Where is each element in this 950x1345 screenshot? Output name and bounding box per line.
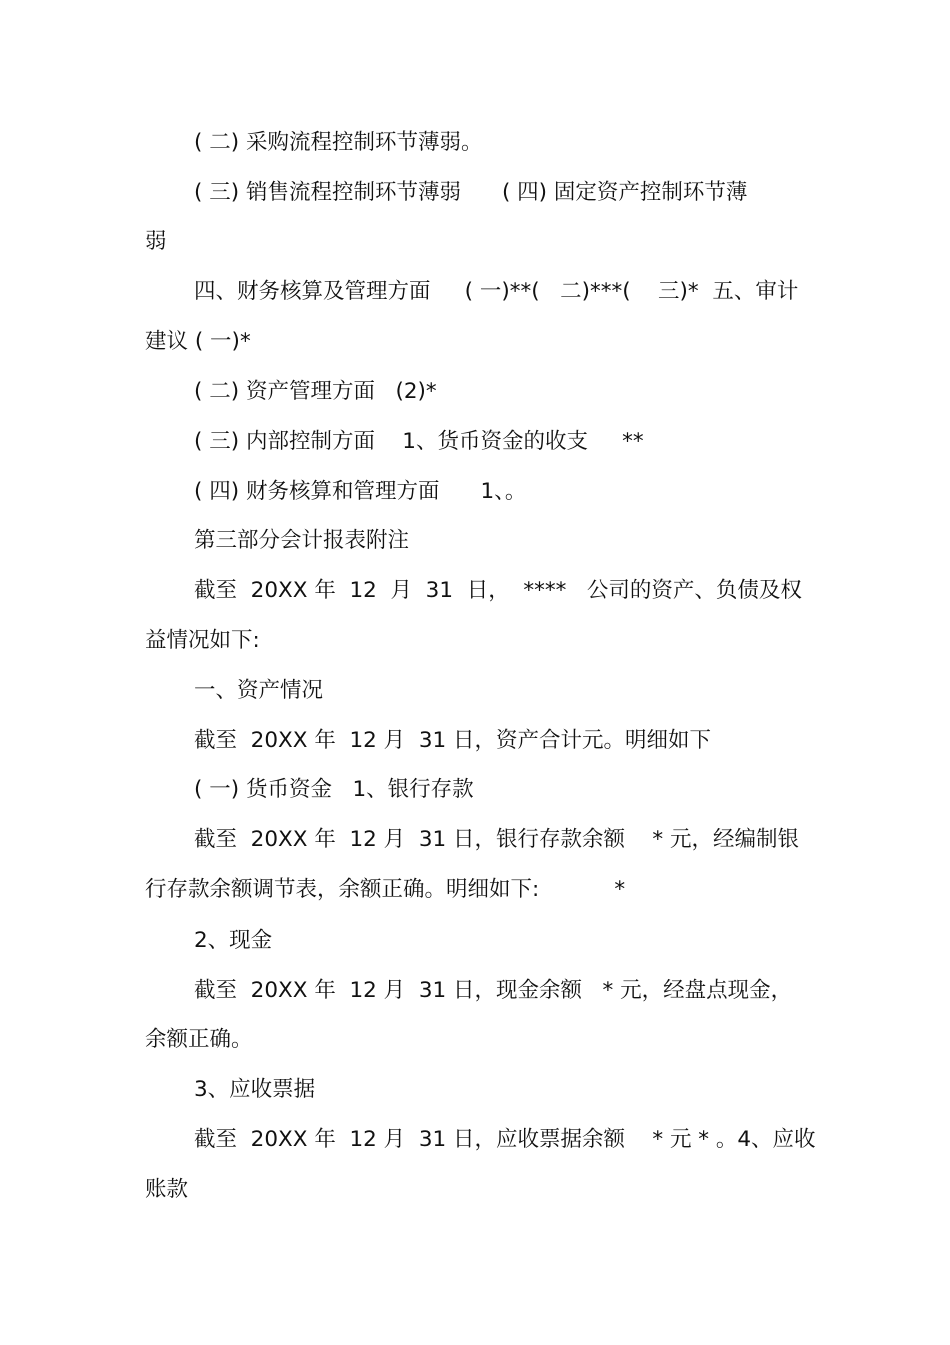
text-line-8: ( 四) 财务核算和管理方面 1、。 xyxy=(194,479,527,504)
section-heading: 第三部分会计报表附注 xyxy=(194,528,410,553)
text-line-21: 截至 20XX 年 12 月 31 日，应收票据余额 * 元 * 。4、应收 xyxy=(194,1127,816,1152)
text-line-19: 余额正确。 xyxy=(145,1027,253,1052)
text-line-7: ( 三) 内部控制方面 1、货币资金的收支 ** xyxy=(194,429,644,454)
text-line-2: ( 三) 销售流程控制环节薄弱 ( 四) 固定资产控制环节薄 xyxy=(194,180,748,205)
text-line-20: 3、应收票据 xyxy=(194,1077,316,1102)
text-line-11: 益情况如下: xyxy=(145,628,260,653)
text-line-22: 账款 xyxy=(145,1177,189,1202)
text-line-10: 截至 20XX 年 12 月 31 日， **** 公司的资产、负债及权 xyxy=(194,578,802,603)
text-line-1: ( 二) 采购流程控制环节薄弱。 xyxy=(194,130,483,155)
text-line-5: 建议 ( 一)* xyxy=(145,329,251,354)
text-line-6: ( 二) 资产管理方面 (2)* xyxy=(194,379,437,404)
text-line-14: ( 一) 货币资金 1、银行存款 xyxy=(194,777,474,802)
text-line-13: 截至 20XX 年 12 月 31 日，资产合计元。明细如下 xyxy=(194,728,712,753)
text-line-16: 行存款余额调节表，余额正确。明细如下: * xyxy=(145,877,626,902)
text-line-17: 2、现金 xyxy=(194,928,273,953)
text-line-15: 截至 20XX 年 12 月 31 日，银行存款余额 * 元，经编制银 xyxy=(194,827,799,852)
text-line-12: 一、资产情况 xyxy=(194,678,324,703)
text-line-4: 四、财务核算及管理方面 ( 一)**( 二)***( 三)* 五、审计 xyxy=(194,279,799,304)
text-line-3: 弱 xyxy=(145,229,167,254)
text-line-18: 截至 20XX 年 12 月 31 日，现金余额 * 元，经盘点现金， xyxy=(194,978,793,1003)
